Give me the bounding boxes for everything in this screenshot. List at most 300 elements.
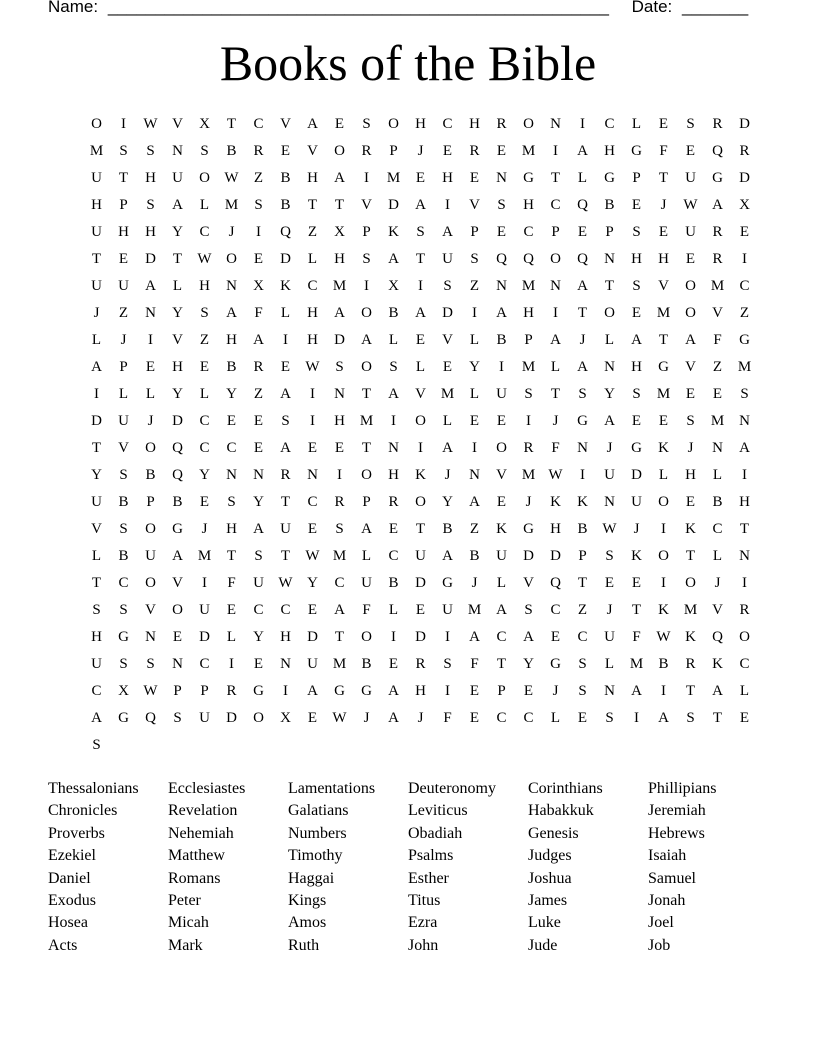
grid-cell: Y <box>604 386 615 402</box>
grid-cell: E <box>469 710 480 726</box>
grid-cell: S <box>605 710 614 726</box>
grid-cell: C <box>334 575 345 591</box>
grid-cell: E <box>469 683 480 699</box>
grid-cell: M <box>737 359 752 375</box>
word-list-item: Timothy <box>288 847 343 865</box>
grid-cell: C <box>577 629 588 645</box>
grid-cell: I <box>445 683 450 699</box>
grid-cell: H <box>307 170 318 186</box>
word-list-item: Samuel <box>648 869 696 887</box>
grid-cell: O <box>658 548 669 564</box>
grid-cell: G <box>523 170 534 186</box>
word-list-item: Titus <box>408 891 441 909</box>
grid-cell: I <box>499 359 504 375</box>
grid-cell: S <box>119 656 128 672</box>
grid-cell: B <box>280 197 291 213</box>
grid-cell: P <box>362 494 371 510</box>
grid-cell: U <box>145 548 156 564</box>
grid-cell: S <box>119 521 128 537</box>
grid-cell: L <box>415 359 426 375</box>
grid-cell: U <box>685 170 696 186</box>
grid-cell: Y <box>253 494 264 510</box>
grid-cell: I <box>472 440 477 456</box>
grid-cell: O <box>199 170 210 186</box>
grid-cell: G <box>253 683 264 699</box>
grid-cell: C <box>199 413 210 429</box>
grid-cell: H <box>226 521 237 537</box>
grid-cell: Y <box>442 494 453 510</box>
grid-cell: T <box>685 548 696 564</box>
grid-cell: S <box>335 359 344 375</box>
grid-cell: F <box>227 575 236 591</box>
grid-cell: H <box>604 143 615 159</box>
grid-cell: S <box>362 116 371 132</box>
word-list-item: Deuteronomy <box>408 780 496 797</box>
grid-cell: G <box>118 710 129 726</box>
grid-cell: U <box>91 656 102 672</box>
grid-cell: H <box>307 332 318 348</box>
grid-cell: U <box>496 386 507 402</box>
grid-cell: N <box>172 143 183 159</box>
grid-cell: B <box>442 521 453 537</box>
grid-cell: E <box>739 710 750 726</box>
grid-cell: A <box>415 305 426 321</box>
word-list-item: Daniel <box>48 869 91 887</box>
word-list-item: Genesis <box>528 824 579 842</box>
grid-cell: E <box>415 170 426 186</box>
grid-cell: C <box>388 548 399 564</box>
grid-cell: E <box>253 440 264 456</box>
grid-cell: T <box>334 629 345 645</box>
grid-cell: N <box>226 278 237 294</box>
grid-cell: C <box>253 116 264 132</box>
word-list <box>48 780 768 959</box>
grid-cell: S <box>119 602 128 618</box>
grid-cell: T <box>550 386 561 402</box>
grid-cell: T <box>577 305 588 321</box>
grid-cell: A <box>631 332 642 348</box>
grid-cell: E <box>253 251 264 267</box>
grid-cell: X <box>280 710 291 726</box>
grid-cell: A <box>469 494 480 510</box>
grid-cell: K <box>550 494 561 510</box>
grid-cell: I <box>661 575 666 591</box>
word-list-item: Psalms <box>408 847 454 865</box>
grid-cell: F <box>470 656 479 672</box>
grid-cell: K <box>658 440 669 456</box>
grid-cell: H <box>280 629 291 645</box>
grid-cell: I <box>661 683 666 699</box>
grid-cell: D <box>91 413 102 429</box>
word-list-item: Judges <box>528 847 572 865</box>
grid-cell: W <box>278 575 293 591</box>
grid-cell: F <box>443 710 452 726</box>
grid-cell: T <box>415 251 426 267</box>
grid-cell: E <box>334 440 345 456</box>
grid-cell: L <box>604 332 615 348</box>
grid-cell: L <box>172 278 183 294</box>
grid-cell: L <box>631 116 642 132</box>
grid-cell: O <box>172 602 183 618</box>
grid-cell: J <box>471 575 478 591</box>
grid-cell: E <box>307 440 318 456</box>
grid-cell: S <box>119 143 128 159</box>
grid-cell: U <box>118 413 129 429</box>
grid-cell: N <box>604 359 615 375</box>
grid-cell: I <box>580 116 585 132</box>
grid-cell: I <box>418 440 423 456</box>
grid-cell: S <box>578 683 587 699</box>
grid-cell: B <box>226 359 237 375</box>
grid-cell: S <box>200 143 209 159</box>
grid-cell: V <box>415 386 426 402</box>
grid-cell: H <box>469 116 480 132</box>
grid-cell: G <box>550 656 561 672</box>
grid-cell: R <box>712 251 723 267</box>
grid-cell: H <box>388 467 399 483</box>
word-list-item: Mark <box>168 936 203 954</box>
grid-cell: A <box>523 629 534 645</box>
grid-cell: L <box>199 197 210 213</box>
grid-cell: E <box>496 143 507 159</box>
grid-cell: P <box>605 224 614 240</box>
word-list-item: Ecclesiastes <box>168 780 246 797</box>
grid-cell: E <box>172 629 183 645</box>
grid-cell: O <box>388 116 399 132</box>
grid-cell: Z <box>307 224 318 240</box>
grid-cell: A <box>442 440 453 456</box>
header-line <box>48 0 748 19</box>
word-list-item: Jonah <box>648 891 686 909</box>
grid-cell: J <box>363 710 370 726</box>
grid-cell: K <box>415 467 426 483</box>
grid-cell: W <box>305 359 320 375</box>
page-title: Books of the Bible <box>219 35 597 91</box>
grid-cell: T <box>550 170 561 186</box>
grid-cell: O <box>739 629 750 645</box>
grid-cell: N <box>145 629 156 645</box>
grid-cell: T <box>658 170 669 186</box>
grid-cell: Z <box>253 386 264 402</box>
grid-cell: B <box>118 494 129 510</box>
word-list-item: Ezekiel <box>48 847 96 865</box>
word-list-item: Hosea <box>48 914 88 932</box>
word-list-item: Romans <box>168 869 221 887</box>
word-list-item: Kings <box>288 891 327 909</box>
grid-cell: B <box>226 143 237 159</box>
grid-cell: J <box>660 197 667 213</box>
grid-cell: J <box>606 602 613 618</box>
grid-cell: E <box>442 143 453 159</box>
grid-cell: I <box>391 413 396 429</box>
grid-cell: I <box>742 251 747 267</box>
grid-cell: D <box>199 629 210 645</box>
grid-cell: C <box>199 440 210 456</box>
grid-cell: M <box>89 143 104 159</box>
grid-cell: V <box>496 467 507 483</box>
grid-cell: M <box>521 278 536 294</box>
grid-cell: A <box>91 359 102 375</box>
grid-cell: S <box>200 305 209 321</box>
word-list-item: Ruth <box>288 936 320 954</box>
grid-cell: B <box>145 467 156 483</box>
grid-cell: E <box>631 305 642 321</box>
word-list-item: Job <box>648 936 671 954</box>
word-list-item: Jeremiah <box>648 802 706 820</box>
word-list-item: Nehemiah <box>168 824 234 842</box>
grid-cell: R <box>280 467 291 483</box>
grid-cell: V <box>712 602 723 618</box>
grid-cell: I <box>580 467 585 483</box>
word-list-item: Matthew <box>168 847 225 865</box>
grid-cell: T <box>604 278 615 294</box>
grid-cell: K <box>631 548 642 564</box>
grid-cell: S <box>686 710 695 726</box>
grid-cell: T <box>226 116 237 132</box>
grid-cell: H <box>118 224 129 240</box>
grid-cell: W <box>197 251 212 267</box>
grid-cell: R <box>226 683 237 699</box>
grid-cell: J <box>687 440 694 456</box>
grid-cell: I <box>391 629 396 645</box>
grid-cell: S <box>524 386 533 402</box>
grid-cell: T <box>91 251 102 267</box>
grid-cell: Q <box>496 251 507 267</box>
grid-cell: E <box>496 224 507 240</box>
word-list-item: Haggai <box>288 869 335 887</box>
grid-cell: R <box>253 359 264 375</box>
grid-cell: I <box>148 332 153 348</box>
grid-cell: P <box>146 494 155 510</box>
grid-cell: S <box>524 602 533 618</box>
grid-cell: N <box>550 116 561 132</box>
grid-cell: E <box>469 413 480 429</box>
grid-cell: C <box>739 278 750 294</box>
grid-cell: X <box>253 278 264 294</box>
grid-cell: M <box>629 656 644 672</box>
grid-cell: E <box>388 521 399 537</box>
grid-cell: P <box>578 548 587 564</box>
word-list-item: Proverbs <box>48 824 105 842</box>
grid-cell: S <box>119 467 128 483</box>
grid-cell: Q <box>172 467 183 483</box>
grid-cell: O <box>550 251 561 267</box>
grid-cell: P <box>524 332 533 348</box>
grid-cell: P <box>173 683 182 699</box>
grid-cell: P <box>470 224 479 240</box>
grid-cell: U <box>361 575 372 591</box>
grid-cell: S <box>443 656 452 672</box>
grid-cell: E <box>712 386 723 402</box>
grid-cell: S <box>146 656 155 672</box>
grid-cell: U <box>442 251 453 267</box>
grid-cell: N <box>496 170 507 186</box>
grid-cell: A <box>388 683 399 699</box>
grid-cell: R <box>523 440 534 456</box>
grid-cell: I <box>310 386 315 402</box>
word-list-item: Jude <box>528 936 558 954</box>
grid-cell: G <box>631 440 642 456</box>
grid-cell: C <box>523 224 534 240</box>
grid-cell: L <box>307 251 318 267</box>
grid-cell: E <box>685 494 696 510</box>
grid-cell: E <box>496 413 507 429</box>
grid-cell: P <box>200 683 209 699</box>
grid-cell: A <box>496 602 507 618</box>
grid-cell: F <box>362 602 371 618</box>
grid-cell: E <box>739 224 750 240</box>
grid-cell: S <box>389 359 398 375</box>
grid-cell: A <box>172 197 183 213</box>
grid-cell: E <box>631 197 642 213</box>
grid-cell: B <box>496 332 507 348</box>
grid-cell: U <box>604 467 615 483</box>
grid-cell: I <box>472 305 477 321</box>
grid-cell: R <box>712 116 723 132</box>
grid-cell: A <box>145 278 156 294</box>
grid-cell: J <box>552 683 559 699</box>
grid-cell: T <box>361 440 372 456</box>
grid-cell: C <box>307 494 318 510</box>
grid-cell: H <box>523 197 534 213</box>
grid-cell: W <box>143 116 158 132</box>
grid-cell: C <box>91 683 102 699</box>
grid-cell: C <box>442 116 453 132</box>
grid-cell: Z <box>118 305 129 321</box>
grid-cell: G <box>118 629 129 645</box>
grid-cell: L <box>712 467 723 483</box>
word-list-item: Acts <box>48 936 78 954</box>
grid-cell: F <box>551 440 560 456</box>
grid-cell: J <box>714 575 721 591</box>
grid-cell: N <box>469 467 480 483</box>
word-list-item: Lamentations <box>288 780 376 797</box>
grid-cell: A <box>577 278 588 294</box>
grid-cell: Q <box>577 251 588 267</box>
word-list-item: Peter <box>168 891 201 909</box>
grid-cell: M <box>521 467 536 483</box>
grid-cell: E <box>307 710 318 726</box>
grid-cell: L <box>550 710 561 726</box>
grid-cell: E <box>658 413 669 429</box>
grid-cell: A <box>550 332 561 348</box>
grid-cell: L <box>280 305 291 321</box>
grid-cell: S <box>605 548 614 564</box>
grid-cell: A <box>469 629 480 645</box>
grid-cell: I <box>742 467 747 483</box>
grid-cell: L <box>496 575 507 591</box>
grid-cell: A <box>712 197 723 213</box>
grid-cell: Q <box>172 440 183 456</box>
grid-cell: T <box>658 332 669 348</box>
grid-cell: T <box>307 197 318 213</box>
grid-cell: V <box>307 143 318 159</box>
grid-cell: M <box>710 278 725 294</box>
grid-cell: T <box>172 251 183 267</box>
grid-cell: I <box>445 629 450 645</box>
grid-cell: H <box>91 629 102 645</box>
grid-cell: D <box>442 305 453 321</box>
name-blank: _____________________________________________________ <box>107 0 609 16</box>
grid-cell: Z <box>253 170 264 186</box>
grid-cell: J <box>633 521 640 537</box>
grid-cell: S <box>497 197 506 213</box>
grid-cell: O <box>334 143 345 159</box>
grid-cell: O <box>253 710 264 726</box>
grid-cell: E <box>685 251 696 267</box>
grid-cell: C <box>253 602 264 618</box>
grid-cell: V <box>172 116 183 132</box>
grid-cell: M <box>224 197 239 213</box>
grid-cell: W <box>548 467 563 483</box>
grid-cell: I <box>553 143 558 159</box>
grid-cell: W <box>224 170 239 186</box>
grid-cell: F <box>659 143 668 159</box>
grid-cell: K <box>658 602 669 618</box>
grid-cell: B <box>388 575 399 591</box>
grid-cell: K <box>496 521 507 537</box>
grid-cell: J <box>201 521 208 537</box>
grid-cell: V <box>658 278 669 294</box>
grid-cell: H <box>307 305 318 321</box>
grid-cell: H <box>199 278 210 294</box>
grid-cell: U <box>685 224 696 240</box>
grid-cell: W <box>305 548 320 564</box>
grid-cell: S <box>281 413 290 429</box>
grid-cell: Y <box>469 359 480 375</box>
grid-cell: U <box>307 656 318 672</box>
grid-cell: T <box>631 602 642 618</box>
grid-cell: S <box>335 521 344 537</box>
grid-cell: O <box>361 629 372 645</box>
grid-cell: H <box>739 494 750 510</box>
grid-cell: R <box>739 143 750 159</box>
grid-cell: U <box>253 575 264 591</box>
grid-cell: U <box>496 548 507 564</box>
grid-cell: E <box>307 602 318 618</box>
grid-cell: D <box>523 548 534 564</box>
grid-cell: R <box>712 224 723 240</box>
grid-cell: O <box>145 521 156 537</box>
word-list-item: Joshua <box>528 869 572 887</box>
grid-cell: U <box>604 629 615 645</box>
grid-cell: H <box>172 359 183 375</box>
grid-cell: B <box>388 305 399 321</box>
grid-cell: D <box>415 575 426 591</box>
grid-cell: V <box>469 197 480 213</box>
grid-cell: H <box>415 683 426 699</box>
grid-cell: A <box>361 521 372 537</box>
grid-cell: M <box>197 548 212 564</box>
grid-cell: S <box>740 386 749 402</box>
grid-cell: A <box>577 143 588 159</box>
grid-cell: P <box>551 224 560 240</box>
grid-cell: R <box>685 656 696 672</box>
grid-cell: T <box>91 575 102 591</box>
grid-cell: V <box>442 332 453 348</box>
grid-cell: C <box>226 440 237 456</box>
grid-cell: S <box>632 278 641 294</box>
grid-cell: O <box>145 575 156 591</box>
grid-cell: H <box>685 467 696 483</box>
grid-cell: N <box>388 440 399 456</box>
grid-cell: A <box>280 440 291 456</box>
grid-cell: T <box>739 521 750 537</box>
grid-cell: A <box>226 305 237 321</box>
grid-cell: E <box>550 629 561 645</box>
grid-cell: B <box>280 170 291 186</box>
grid-cell: V <box>523 575 534 591</box>
